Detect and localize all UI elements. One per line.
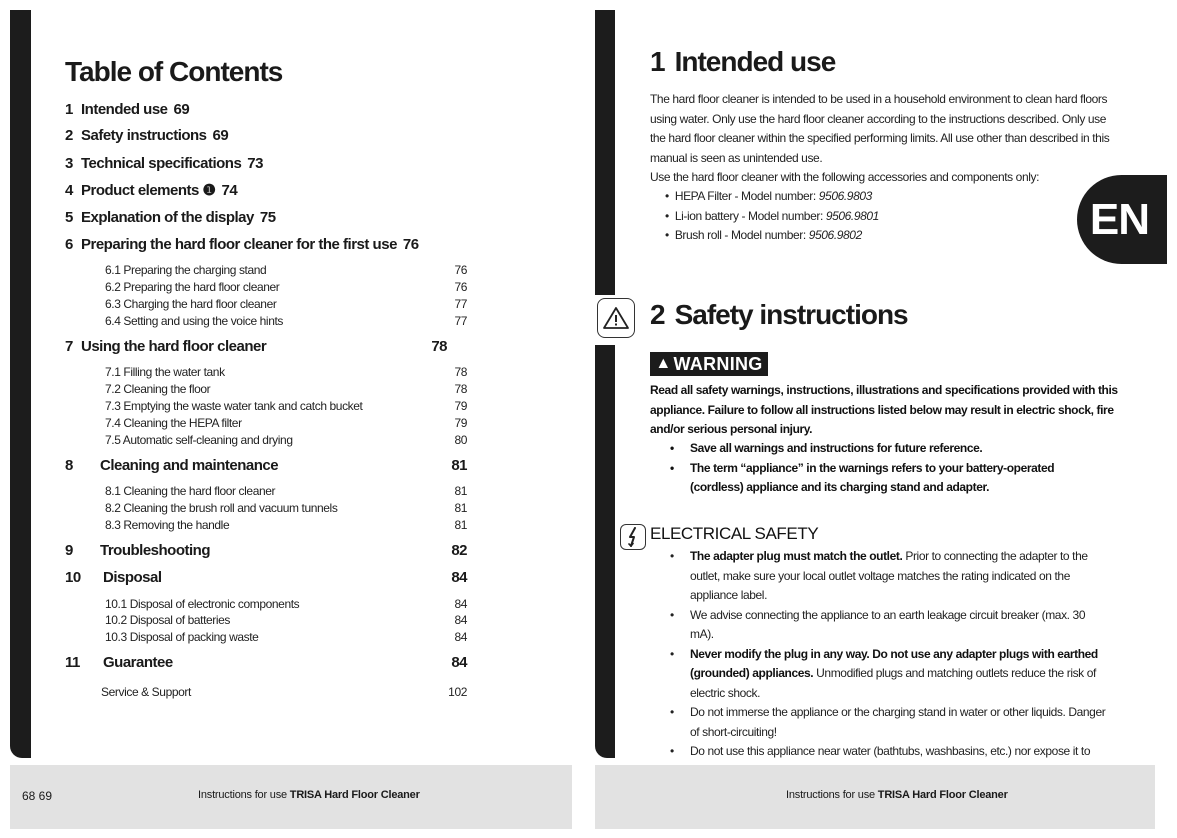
toc-sub-7-5[interactable]: 7.5 Automatic self-cleaning and drying 80 bbox=[105, 433, 467, 447]
electrical-hazard-icon bbox=[620, 524, 646, 550]
section-1-heading: 1 Intended use bbox=[650, 46, 836, 77]
electrical-bullets bbox=[670, 547, 1110, 781]
accessory-item: • HEPA Filter - Model number: 9506.9803 bbox=[665, 187, 879, 207]
toc-entry-4[interactable]: 4 Product elements ❶ 74 bbox=[65, 182, 238, 199]
warning-triangle-icon bbox=[597, 298, 635, 338]
toc-sub-7-2[interactable]: 7.2 Cleaning the floor 78 bbox=[105, 382, 467, 396]
toc-sub-7-3[interactable]: 7.3 Emptying the waste water tank and catch bucket 79 bbox=[105, 399, 467, 413]
toc-sub-10-1[interactable]: 10.1 Disposal of electronic components 84 bbox=[105, 597, 467, 611]
toc-entry-3[interactable]: 3 Technical specifications 73 bbox=[65, 155, 263, 172]
accessory-item: • Li-ion battery - Model number: 9506.9801 bbox=[665, 207, 879, 227]
accessories-intro: Use the hard floor cleaner with the following accessories and components only: bbox=[650, 170, 1040, 184]
toc-sub-7-1[interactable]: 7.1 Filling the water tank 78 bbox=[105, 365, 467, 379]
language-tab: EN bbox=[1077, 175, 1167, 264]
electrical-bullet: • The adapter plug must match the outlet. Prior to connecting the adapter to the outlet, make sure your local outlet voltage matches the rating indicated on the appliance label. bbox=[670, 547, 1110, 606]
toc-entry-6[interactable]: 6 Preparing the hard floor cleaner for the first use 76 bbox=[65, 236, 419, 253]
left-page bbox=[0, 0, 585, 838]
electrical-bullet: • Do not use this appliance near water (bathtubs, washbasins, etc.) nor expose it to bbox=[670, 742, 1110, 781]
page-numbers: 68 69 bbox=[22, 789, 53, 803]
toc-entry-10[interactable]: 10 Disposal 84 bbox=[65, 569, 467, 586]
footer-caption: Instructions for use TRISA Hard Floor Cleaner bbox=[786, 789, 1008, 801]
toc-sub-6-2[interactable]: 6.2 Preparing the hard floor cleaner 76 bbox=[105, 280, 467, 294]
toc-entry-9[interactable]: 9 Troubleshooting 82 bbox=[65, 542, 467, 559]
accessories-list bbox=[665, 187, 879, 246]
right-side-bar-bottom bbox=[595, 345, 615, 758]
toc-service-support[interactable]: Service & Support 102 bbox=[101, 685, 467, 699]
left-footer bbox=[10, 765, 572, 829]
electrical-bullet: • Never modify the plug in any way. Do not use any adapter plugs with earthed (grounded) appliances. Unmodified plugs and matching outlets reduce the risk of electric shock. bbox=[670, 645, 1110, 704]
right-side-bar-top bbox=[595, 10, 615, 295]
toc-sub-8-3[interactable]: 8.3 Removing the handle 81 bbox=[105, 518, 467, 532]
warning-bullets bbox=[670, 439, 1110, 498]
toc-entry-1[interactable]: 1 Intended use 69 bbox=[65, 101, 190, 118]
section-2-heading: 2 Safety instructions bbox=[650, 299, 908, 330]
electrical-safety-heading: ELECTRICAL SAFETY bbox=[650, 524, 819, 543]
toc-entry-11[interactable]: 11 Guarantee 84 bbox=[65, 654, 467, 671]
right-footer bbox=[595, 765, 1155, 829]
toc-sub-10-2[interactable]: 10.2 Disposal of batteries 84 bbox=[105, 613, 467, 627]
warning-small-icon: ▲ bbox=[655, 355, 672, 372]
toc-sub-10-3[interactable]: 10.3 Disposal of packing waste 84 bbox=[105, 630, 467, 644]
warning-bullet: • Save all warnings and instructions for future reference. bbox=[670, 439, 1110, 459]
electrical-bullet: • We advise connecting the appliance to an earth leakage circuit breaker (max. 30 mA). bbox=[670, 606, 1110, 645]
toc-sub-6-3[interactable]: 6.3 Charging the hard floor cleaner 77 bbox=[105, 297, 467, 311]
toc-sub-8-2[interactable]: 8.2 Cleaning the brush roll and vacuum tunnels 81 bbox=[105, 501, 467, 515]
accessory-item: • Brush roll - Model number: 9506.9802 bbox=[665, 226, 879, 246]
electrical-bullet: • Do not immerse the appliance or the charging stand in water or other liquids. Danger of short-circuiting! bbox=[670, 703, 1110, 742]
toc-entry-2[interactable]: 2 Safety instructions 69 bbox=[65, 127, 229, 144]
footer-caption: Instructions for use TRISA Hard Floor Cleaner bbox=[198, 789, 420, 801]
intended-use-paragraph: The hard floor cleaner is intended to be used in a household environment to clean hard floors using water. Only use the hard floor cleaner according to the instructions described. Only use the hard floor cleaner within the specified performing limits. All use other than described in this manual is seen as unintended use. bbox=[650, 92, 1110, 165]
toc-title: Table of Contents bbox=[65, 56, 283, 87]
toc-sub-6-4[interactable]: 6.4 Setting and using the voice hints 77 bbox=[105, 314, 467, 328]
warning-badge: ▲ WARNING bbox=[650, 352, 768, 376]
toc-entry-7[interactable]: 7 Using the hard floor cleaner 78 bbox=[65, 338, 447, 355]
warning-bullet: • The term “appliance” in the warnings refers to your battery-operated (cordless) appliance and its charging stand and adapter. bbox=[670, 459, 1110, 498]
toc-sub-8-1[interactable]: 8.1 Cleaning the hard floor cleaner 81 bbox=[105, 484, 467, 498]
warning-paragraph: Read all safety warnings, instructions, illustrations and specifications provided with this appliance. Failure to follow all instructions listed below may result in electric shock, fire and/or serious personal injury. bbox=[650, 383, 1118, 436]
toc-entry-8[interactable]: 8 Cleaning and maintenance 81 bbox=[65, 457, 467, 474]
left-side-bar bbox=[10, 10, 31, 758]
toc-entry-5[interactable]: 5 Explanation of the display 75 bbox=[65, 209, 276, 226]
toc-sub-7-4[interactable]: 7.4 Cleaning the HEPA filter 79 bbox=[105, 416, 467, 430]
right-page bbox=[590, 0, 1177, 838]
toc-sub-6-1[interactable]: 6.1 Preparing the charging stand 76 bbox=[105, 263, 467, 277]
